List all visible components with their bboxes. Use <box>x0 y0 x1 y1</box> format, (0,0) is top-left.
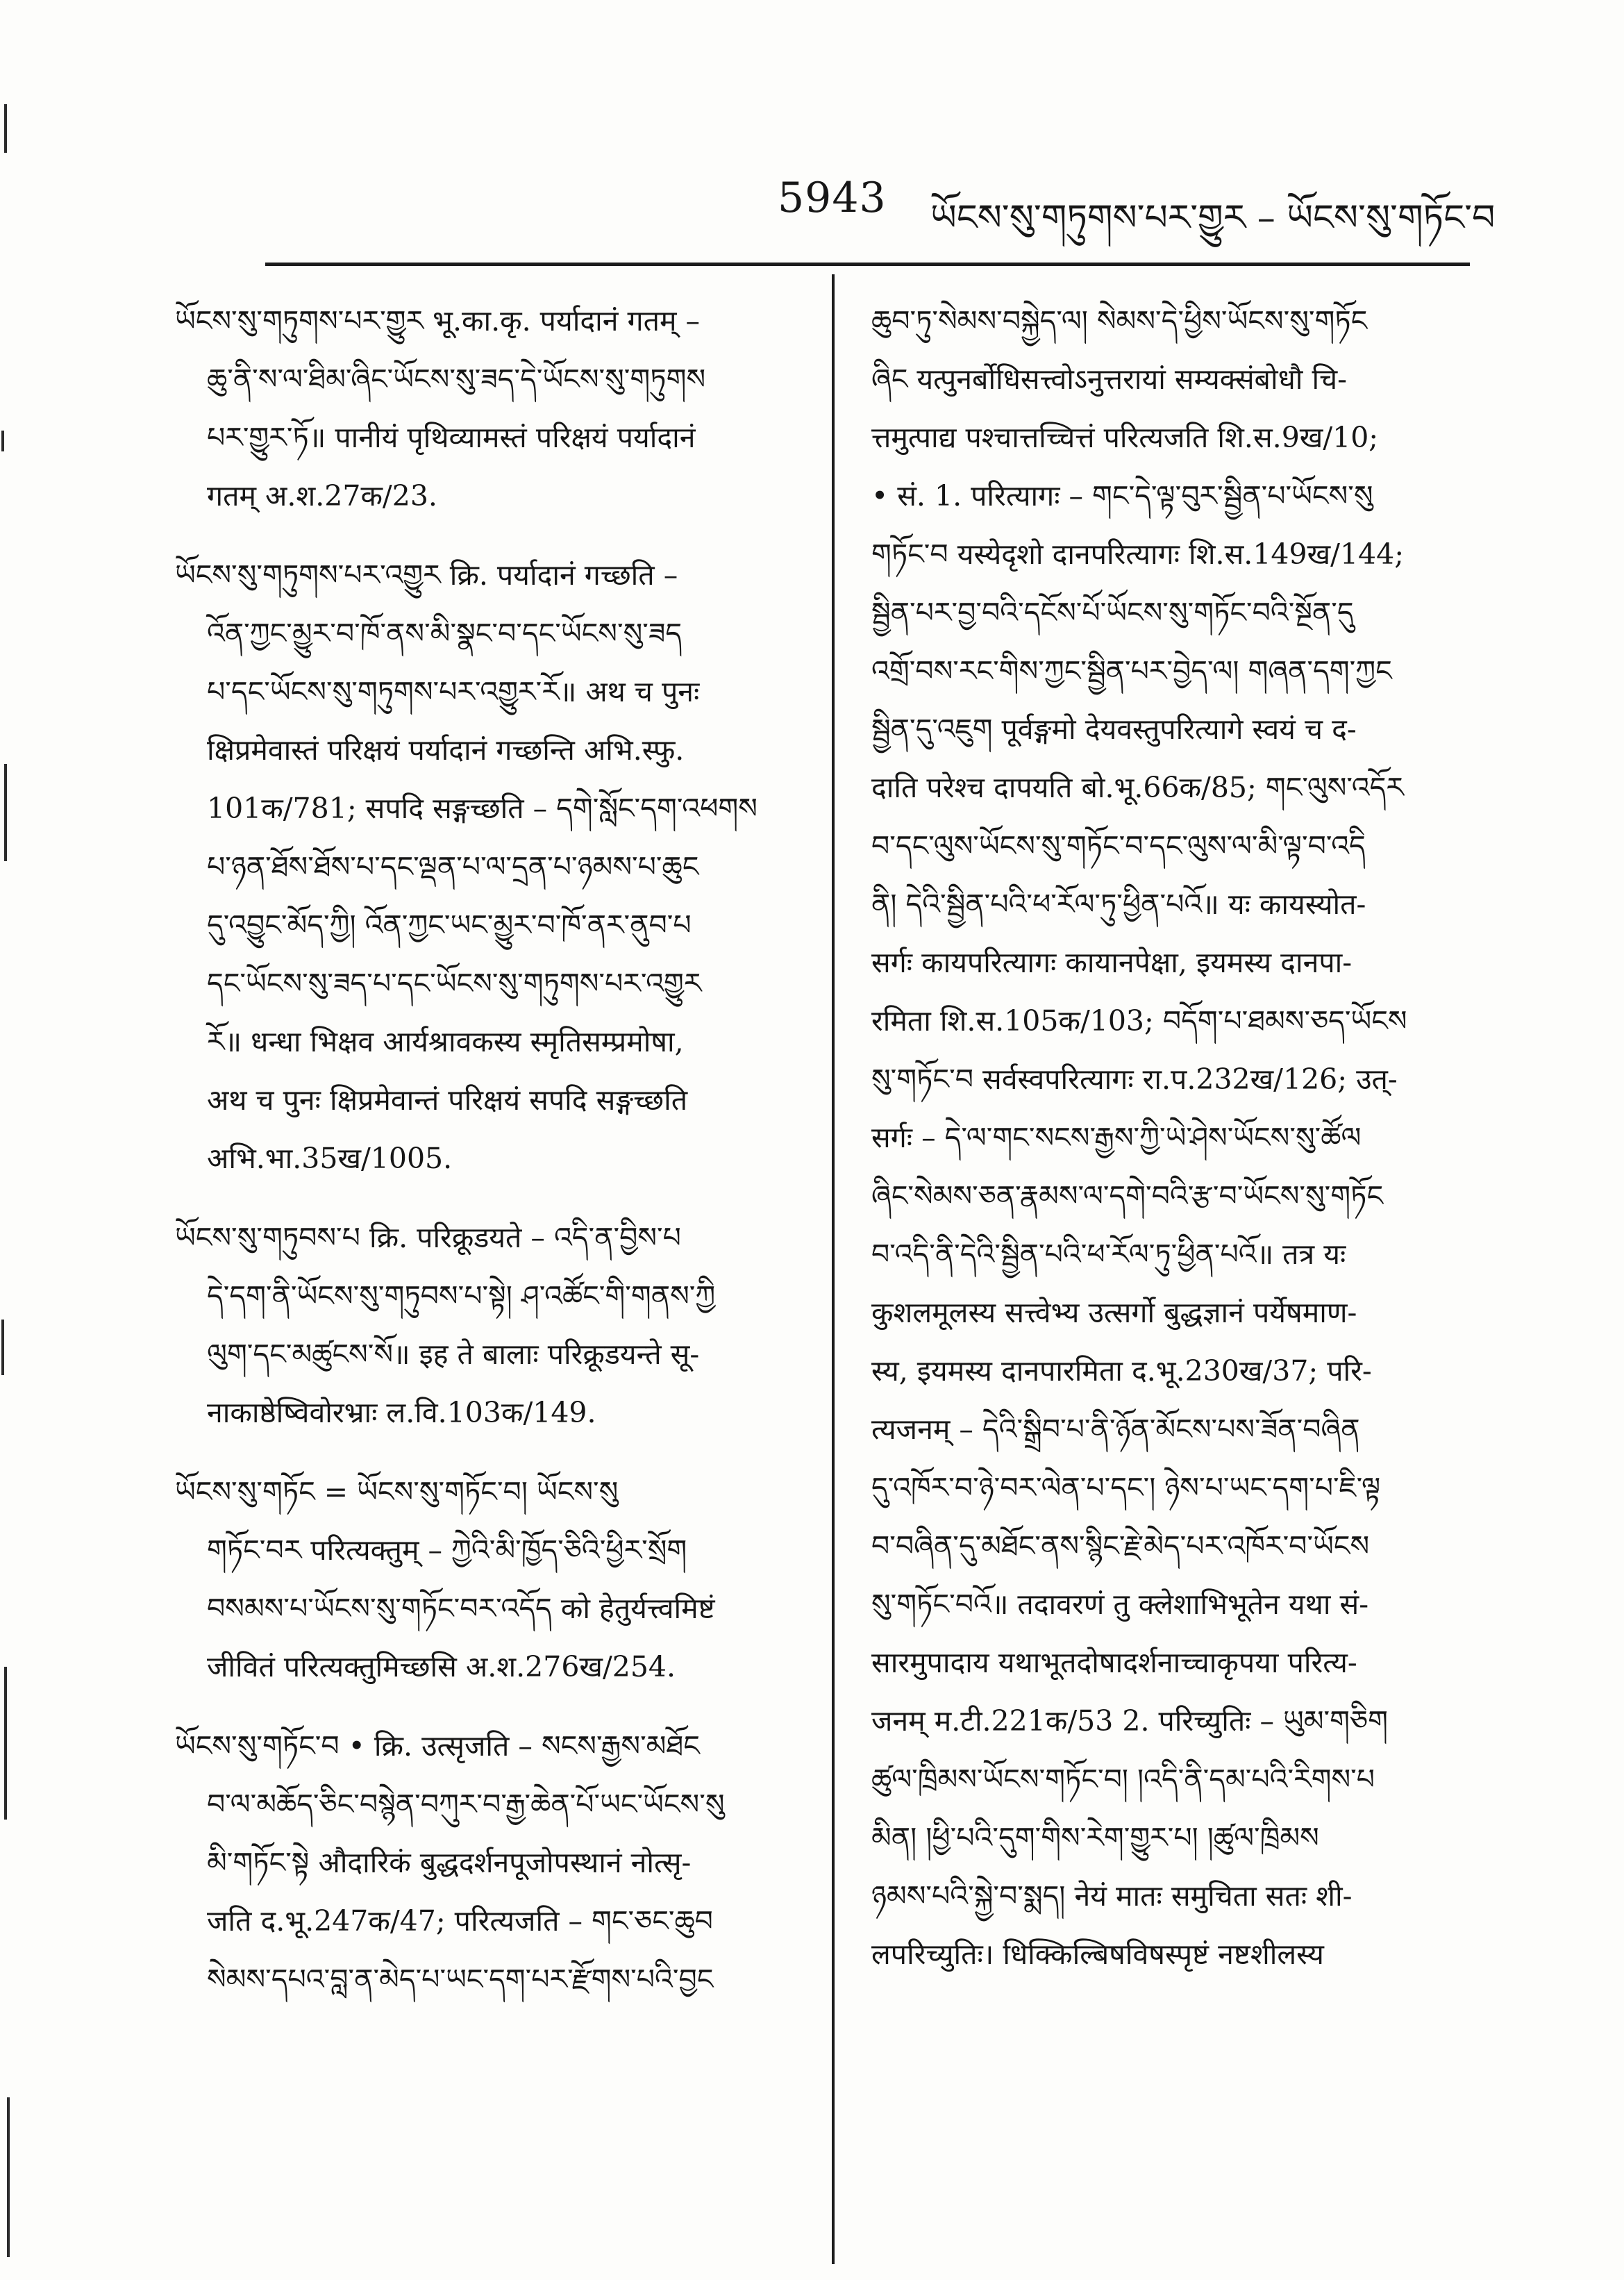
entry-line: सर्गः – དེ་ལ་གང་སངས་རྒྱས་ཀྱི་ཡེ་ཤེས་ཡོངས་སུ་ཚོལ <box>871 1121 1362 1154</box>
entry-line: ཡོངས་སུ་གཏོང་བ • क्रि. उत्सृजति – སངས་རྒྱས་མཐོང <box>175 1729 700 1763</box>
scan-margin-line <box>7 2097 10 2257</box>
dictionary-entry <box>175 1208 803 1442</box>
entry-line: སུ་གཏོང་བའོ॥ तदावरणं तु क्लेशाभिभूतेन यथा सं- <box>871 1588 1369 1621</box>
entry-line: དུ་འབྱུང་མོད་ཀྱི། འོན་ཀྱང་ཡང་མྱུར་བ་ཁོ་ནར་ནུབ་པ <box>207 908 692 942</box>
entry-line: ཞིང यत्पुनर्बोधिसत्त्वोऽनुत्तरायां सम्यक्संबोधौ चि- <box>871 363 1347 396</box>
entry-line: སེམས་དཔའ་བླ་ན་མེད་པ་ཡང་དག་པར་རྫོགས་པའི་བྱང <box>207 1963 714 1996</box>
entry-line: དེ་དག་ནི་ཡོངས་སུ་གཏུབས་པ་སྟེ། ཤ་འཚོང་གི་གནས་ཀྱི <box>207 1279 716 1313</box>
running-head: ཡོངས་སུ་གཏུགས་པར་གྱུར – ཡོངས་སུ་གཏོང་བ <box>930 197 1496 239</box>
dictionary-entry <box>175 546 803 1188</box>
entry-line: स्य, इयमस्य दानपारमिता द.भू.230ख/37; परि- <box>871 1354 1372 1388</box>
entry-line: མིན། །ཕྱི་པའི་དུག་གིས་རེག་གྱུར་པ། །ཚུལ་ཁྲིམས <box>871 1821 1319 1854</box>
entry-line: गतम् अ.श.27क/23. <box>207 479 437 513</box>
dictionary-entry <box>175 1717 803 2008</box>
page-number: 5943 <box>778 174 887 222</box>
scan-margin-line <box>4 764 7 861</box>
header-rule <box>265 263 1470 266</box>
entry-line: བ་བཞིན་དུ་མཐོང་ནས་སྙིང་རྗེ་མེད་པར་འཁོར་བ་ཡོངས <box>871 1529 1370 1563</box>
page-header <box>778 167 1496 239</box>
entry-line: ཡོངས་སུ་གཏུགས་པར་གྱུར भू.का.कृ. पर्यादानं गतम् – <box>175 304 701 338</box>
entry-line: ཆུ་ནི་ས་ལ་ཐིམ་ཞིང་ཡོངས་སུ་ཟད་དེ་ཡོངས་སུ་གཏུགས <box>207 363 706 396</box>
scan-margin-line <box>1 431 4 451</box>
entry-line: འོན་ཀྱང་མྱུར་བ་ཁོ་ནས་མི་སྣང་བ་དང་ཡོངས་སུ་ཟད <box>207 617 683 650</box>
entry-line: नाकाष्ठेष्विवोरभ्राः ल.वि.103क/149. <box>207 1396 596 1429</box>
entry-line: སུ་གཏོང་བ सर्वस्वपरित्यागः रा.प.232ख/126; उत्- <box>871 1063 1398 1096</box>
entry-line: अथ च पुनः क्षिप्रमेवान्तं परिक्षयं सपदि सङ्गच्छति <box>207 1083 688 1117</box>
entry-line: ཡོངས་སུ་གཏུབས་པ क्रि. परिक्रूडयते – འདི་ན་བྱིས་པ <box>175 1221 681 1254</box>
scan-margin-line <box>4 1667 7 1820</box>
entry-line: सारमुपादाय यथाभूतदोषादर्शनाच्चाकृपया परित्य- <box>871 1646 1357 1679</box>
entry-line: सर्गः कायपरित्यागः कायानपेक्षा, इयमस्य दानपा- <box>871 946 1353 979</box>
entry-line: अभि.भा.35ख/1005. <box>207 1142 453 1175</box>
entry-line: 101क/781; सपदि सङ्गच्छति – དགེ་སློང་དག་འཕགས <box>207 792 757 825</box>
entry-line: བསམས་པ་ཡོངས་སུ་གཏོང་བར་འདོད को हेतुर्यत्त्वमिष्टं <box>207 1592 715 1625</box>
entry-line: जनम् म.टी.221क/53 2. परिच्युतिः – ཡུམ་གཅིག <box>871 1704 1388 1738</box>
entry-line: པ་དང་ཡོངས་སུ་གཏུགས་པར་འགྱུར་རོ॥ अथ च पुनः <box>207 675 700 708</box>
entry-line: जीवितं परित्यक्तुमिच्छसि अ.श.276ख/254. <box>207 1650 676 1683</box>
entry-line: དང་ཡོངས་སུ་ཟད་པ་དང་ཡོངས་སུ་གཏུགས་པར་འགྱུར <box>207 967 702 1000</box>
entry-line: པར་གྱུར་ཏོ॥ पानीयं पृथिव्यामस्तं परिक्षयं पर्यादानं <box>207 421 696 454</box>
entry-line: པ་ཉན་ཐོས་ཐོས་པ་དང་ལྡན་པ་ལ་དྲན་པ་ཉམས་པ་ཆུང <box>207 850 699 883</box>
entry-line: ཡོངས་སུ་གཏུགས་པར་འགྱུར क्रि. पर्यादानं गच्छति – <box>175 558 678 592</box>
entry-line: ཞིང་སེམས་ཅན་རྣམས་ལ་དགེ་བའི་རྩ་བ་ཡོངས་སུ་གཏོང <box>871 1179 1384 1213</box>
entry-line: ནི། དེའི་སྦྱིན་པའི་ཕ་རོལ་ཏུ་ཕྱིན་པའོ॥ यः कायस्योत- <box>871 888 1366 921</box>
entry-line: ཆུབ་ཏུ་སེམས་བསྐྱེད་ལ། སེམས་དེ་ཕྱིས་ཡོངས་སུ་གཏོང <box>871 304 1368 338</box>
column-divider <box>832 274 835 2264</box>
right-column <box>871 292 1472 2004</box>
entry-line: ཚུལ་ཁྲིམས་ཡོངས་གཏོང་བ། །འདི་ནི་དམ་པའི་རིགས་པ <box>871 1763 1375 1796</box>
entry-line: མི་གཏོང་སྟེ औदारिकं बुद्धदर्शनपूजोपस्थानं नोत्सृ- <box>207 1846 692 1879</box>
entry-line: त्तमुत्पाद्य पश्चात्तच्चित्तं परित्यजति शि.स.9ख/10; <box>871 421 1379 454</box>
entry-line: འགྲོ་བས་རང་གིས་ཀྱང་སྦྱིན་པར་བྱེད་ལ། གཞན་དག་ཀྱང <box>871 654 1392 688</box>
entry-line: • सं. 1. परित्यागः – གང་དེ་ལྟ་བུར་སྦྱིན་པ་ཡོངས་སུ <box>871 479 1373 513</box>
entry-line: དུ་འཁོར་བ་ཉེ་བར་ལེན་པ་དང་། ཉེས་པ་ཡང་དག་པ་ཇི་ལྟ <box>871 1471 1381 1504</box>
entry-line: གཏོང་བར परित्यक्तुम् – ཀྱེའི་མི་ཁྱོད་ཅིའི་ཕྱིར་སྲོག <box>207 1533 687 1567</box>
entry-line: ཡོངས་སུ་གཏོང = ཡོངས་སུ་གཏོང་བ། ཡོངས་སུ <box>175 1475 619 1508</box>
entry-line: ལུག་དང་མཚུངས་སོ॥ इह ते बालाः परिक्रूडयन्ते सू- <box>207 1338 700 1371</box>
entry-line: བ་འདི་ནི་དེའི་སྦྱིན་པའི་ཕ་རོལ་ཏུ་ཕྱིན་པའོ॥ तत्र यः <box>871 1238 1346 1271</box>
entry-line: कुशलमूलस्य सत्त्वेभ्य उत्सर्गो बुद्धज्ञानं पर्येषमाण- <box>871 1296 1357 1329</box>
entry-line: रमिता शि.स.105क/103; བདོག་པ་ཐམས་ཅད་ཡོངས <box>871 1004 1407 1038</box>
entry-line: जति द.भू.247क/47; परित्यजति – གང་ཅང་ཆུབ <box>207 1904 713 1938</box>
entry-line: རོ॥ धन्धा भिक्षव आर्यश्रावकस्य स्मृतिसम्प्रमोषा, <box>207 1025 684 1058</box>
entry-line: བ་དང་ལུས་ཡོངས་སུ་གཏོང་བ་དང་ལུས་ལ་མི་ལྟ་བ་འདི <box>871 829 1366 863</box>
entry-line: སྦྱིན་དུ་འཇུག पूर्वङ्गमो देयवस्तुपरित्यागे स्वयं च द- <box>871 713 1357 746</box>
entry-line: བ་ལ་མཆོད་ཅིང་བསྙེན་བཀུར་བ་རྒྱ་ཆེན་པོ་ཡང་ཡོངས་སུ <box>207 1788 725 1821</box>
entry-line: क्षिप्रमेवास्तं परिक्षयं पर्यादानं गच्छन्ति अभि.स्फु. <box>207 733 685 767</box>
entry-line: སྦྱིན་པར་བྱ་བའི་དངོས་པོ་ཡོངས་སུ་གཏོང་བའི་སྔོན་དུ <box>871 596 1354 629</box>
scan-margin-line <box>1 1320 4 1375</box>
entry-line: दाति परेश्च दापयति बो.भू.66क/85; གང་ལུས་འདོར <box>871 771 1404 804</box>
entry-line: त्यजनम् – དེའི་སྒྲིབ་པ་ནི་ཉོན་མོངས་པས་ཟོན་བཞིན <box>871 1413 1360 1446</box>
dictionary-entry-continued <box>871 292 1472 1983</box>
scan-margin-line <box>4 104 7 153</box>
entry-line: ཉམས་པའི་སྐྱེ་བ་སྨད། नेयं मातः समुचिता सतः शी- <box>871 1879 1353 1913</box>
entry-line: लपरिच्युतिः। धिक्किल्बिषविषस्पृष्टं नष्टशीलस्य <box>871 1938 1324 1971</box>
entry-line: གཏོང་བ यस्येदृशो दानपरित्यागः शि.स.149ख/144; <box>871 538 1405 571</box>
dictionary-entry <box>175 292 803 525</box>
left-column <box>175 292 803 2029</box>
dictionary-entry <box>175 1463 803 1696</box>
